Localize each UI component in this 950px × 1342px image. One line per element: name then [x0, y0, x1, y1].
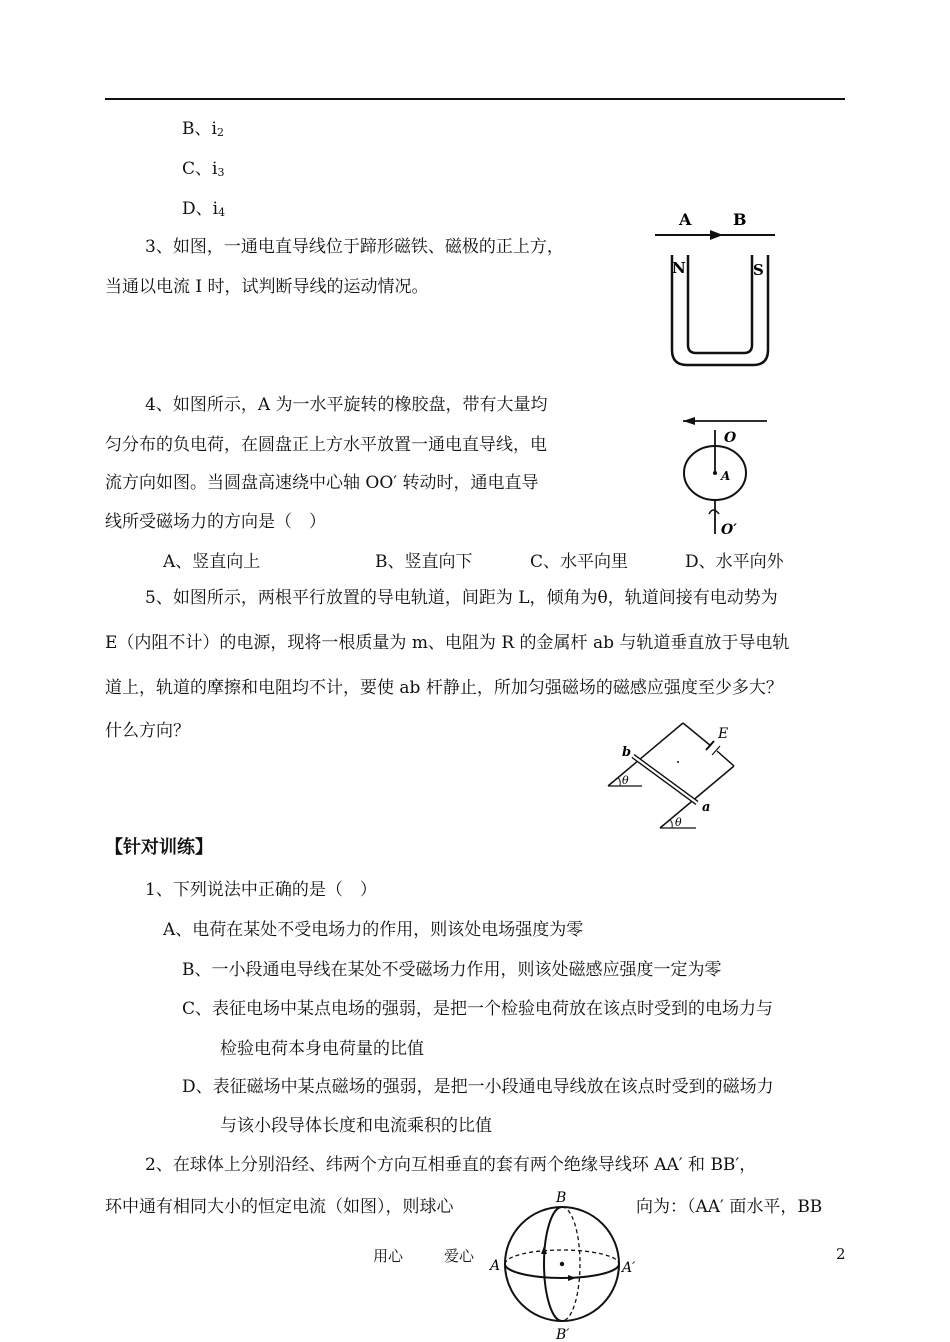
q5-line3: 道上，轨道的摩擦和电阻均不计，要使 ab 杆静止，所加匀强磁场的磁感应强度至少多大？: [105, 678, 783, 698]
q3-label-a: A: [679, 210, 692, 229]
q5-inclined-rails-figure: [600, 718, 750, 833]
q5-connector-bottom: [717, 751, 734, 766]
q5-rail-lower: [660, 766, 734, 828]
footer-page-number: 2: [836, 1245, 846, 1263]
q3-label-b: B: [733, 210, 747, 229]
training-q1-option-a: A、电荷在某处不受电场力的作用，则该处电场强度为零: [163, 920, 584, 940]
training-heading: 【针对训练】: [105, 837, 213, 858]
q5-label-a: a: [702, 800, 711, 815]
q4-label-o: O: [724, 430, 737, 446]
training-q2-line1: 2、在球体上分别沿经、纬两个方向互相垂直的套有两个绝缘导线环 AA′ 和 BB′，: [145, 1155, 757, 1175]
q5-label-theta2: θ: [675, 816, 682, 829]
option-c-i3: C、$i_3$: [182, 159, 225, 179]
q3-current-arrow: [710, 230, 723, 240]
q4-center-dot: [713, 471, 717, 475]
q4-option-d: D、水平向外: [685, 552, 784, 572]
q4-line4: 线所受磁场力的方向是（ ）: [105, 512, 326, 532]
q3-horseshoe-magnet-figure: [650, 205, 780, 370]
q4-current-arrow: [683, 417, 695, 425]
q4-option-b: B、竖直向下: [375, 552, 473, 572]
q2-label-b2: B′: [556, 1327, 570, 1342]
q4-rubber-disk-figure: [675, 410, 775, 540]
q3-line2: 当通以电流 I 时，试判断导线的运动情况。: [105, 277, 429, 297]
q3-label-n: N: [672, 259, 686, 277]
footer-mid: 爱心: [444, 1247, 475, 1265]
training-q2-line2-right: 向为：（AA′ 面水平，BB: [636, 1197, 823, 1217]
q5-angle-arc-upper: [618, 778, 620, 786]
q4-label-a: A: [721, 469, 731, 483]
training-q1-stem: 1、下列说法中正确的是（ ）: [145, 880, 377, 900]
q4-option-a: A、竖直向上: [163, 552, 261, 572]
option-b-i2: B、$i_2$: [182, 119, 224, 139]
q3-label-s: S: [753, 261, 764, 279]
q5-rod-ab-inner: [633, 756, 697, 803]
q5-label-theta1: θ: [622, 774, 629, 787]
q5-label-b: b: [622, 745, 632, 760]
q5-line4: 什么方向？: [105, 721, 190, 741]
q4-line2: 匀分布的负电荷，在圆盘正上方水平放置一通电直导线，电: [105, 435, 547, 455]
q2-label-a2: A′: [622, 1260, 636, 1276]
training-q1-option-d-line2: 与该小段导体长度和电流乘积的比值: [220, 1116, 492, 1136]
q5-angle-arc-lower: [670, 820, 672, 828]
q2-figure-background: [504, 1198, 620, 1338]
q4-label-o2: O′: [721, 522, 737, 538]
q2-center-dot: [560, 1262, 564, 1266]
q4-line3: 流方向如图。当圆盘高速绕中心轴 OO′ 转动时，通电直导: [105, 473, 539, 493]
q4-rotation-mark: [709, 510, 719, 514]
q4-option-c: C、水平向里: [530, 552, 629, 572]
training-q2-line2-left: 环中通有相同大小的恒定电流（如图），则球心: [105, 1197, 454, 1217]
q4-line1: 4、如图所示，A 为一水平旋转的橡胶盘，带有大量均: [145, 395, 548, 415]
q2-label-b: B: [556, 1190, 567, 1206]
q5-plane-dot: [677, 761, 679, 763]
training-q1-option-d-line1: D、表征磁场中某点磁场的强弱，是把一小段通电导线放在该点时受到的磁场力: [182, 1077, 774, 1097]
header-rule: [105, 98, 845, 100]
q3-magnet-inner: [688, 255, 752, 353]
option-d-i4: D、$i_4$: [182, 199, 226, 219]
q5-rail-upper: [608, 723, 683, 786]
q3-line1: 3、如图，一通电直导线位于蹄形磁铁、磁极的正上方，: [145, 237, 564, 257]
q5-connector-top: [683, 723, 711, 746]
q2-sphere-figure: [486, 1188, 636, 1342]
q5-line2: E（内阻不计）的电源，现将一根质量为 m、电阻为 R 的金属杆 ab 与轨道垂直放于导电轨: [105, 633, 790, 653]
q5-battery-plate2: [712, 746, 720, 755]
q5-line1: 5、如图所示，两根平行放置的导电轨道，间距为 L，倾角为θ，轨道间接有电动势为: [145, 588, 778, 608]
training-q1-option-c-line1: C、表征电场中某点电场的强弱，是把一个检验电荷放在该点时受到的电场力与: [182, 999, 774, 1019]
training-q1-option-c-line2: 检验电荷本身电荷量的比值: [220, 1039, 424, 1059]
footer-left: 用心: [373, 1247, 404, 1265]
training-q1-option-b: B、一小段通电导线在某处不受磁场力作用，则该处磁感应强度一定为零: [182, 960, 722, 980]
q5-label-e: E: [718, 726, 729, 742]
q2-label-a: A: [490, 1258, 501, 1274]
